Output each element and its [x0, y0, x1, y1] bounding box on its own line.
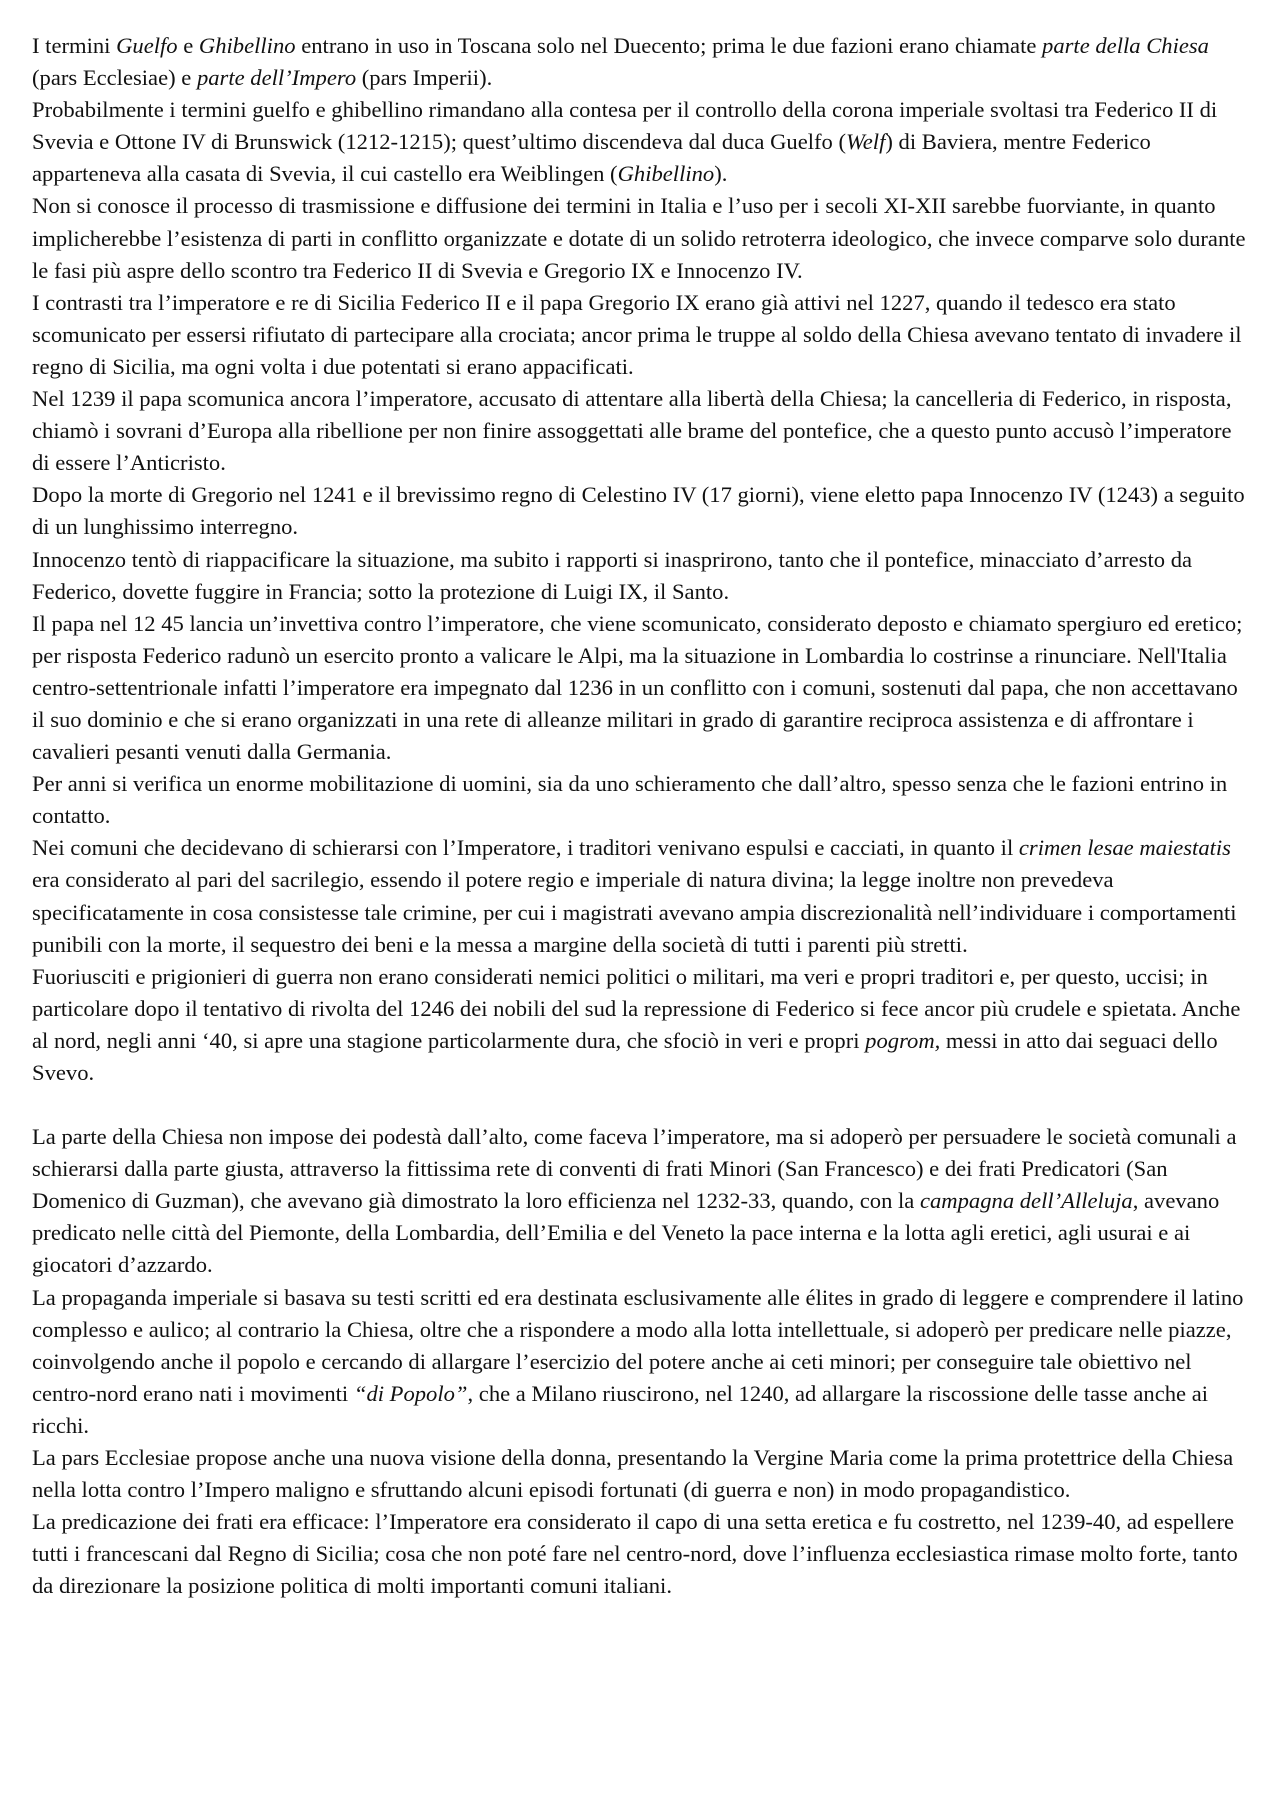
text-run: ).: [714, 161, 728, 187]
text-run: La parte della Chiesa non impose dei podestà dall’alto, come faceva l’imperatore, ma si adoperò per persuadere le società comunali a schierarsi dalla parte giusta, attraverso la fittissima rete di conventi di frati Minori (San Francesco) e dei frati Predicatori (San Domenico di Guzman), che avevano già dimostrato la loro efficienza nel 1232-33, quando, con la: [32, 1124, 1237, 1214]
paragraph: [32, 30, 1254, 94]
text-run: messi in atto dai seguaci dello Svevo.: [32, 1027, 1218, 1085]
text-run: Nei comuni che decidevano di schierarsi con l’Imperatore, i traditori venivano espulsi e cacciati, in quanto il: [32, 835, 1019, 861]
text-run: Probabilmente i termini guelfo e ghibellino rimandano alla contesa per il controllo della corona imperiale svoltasi tra Federico II di Svevia e Ottone IV di Brunswick (1212-1215); quest’ultimo discendeva dal duca Guelfo (: [32, 97, 1218, 155]
paragraph: [32, 1282, 1254, 1442]
paragraph: [32, 961, 1254, 1089]
text-run: I contrasti tra l’imperatore e re di Sicilia Federico II e il papa Gregorio IX erano già attivi nel 1227, quando il tedesco era stato scomunicato per essersi rifiutato di partecipare alla crociata; ancor prima le truppe al soldo della Chiesa avevano tentato di invadere il regno di Sicilia, ma ogni volta i due potentati si erano appacificati.: [32, 289, 1242, 379]
text-run: , avevano predicato nelle città del Piemonte, della Lombardia, dell’Emilia e del Veneto la pace interna e la lotta agli eretici, agli usurai e ai giocatori d’azzardo.: [32, 1188, 1220, 1278]
text-run: La predicazione dei frati era efficace: l’Imperatore era considerato il capo di una setta eretica e fu costretto, nel 1239-40, ad espellere tutti i francescani dal Regno di Sicilia; cosa che non poté fare nel centro-nord, dove l’influenza ecclesiastica rimase molto forte, tanto da direzionare la posizione politica di molti importanti comuni italiani.: [32, 1509, 1238, 1599]
italic-text: parte della Chiesa: [1042, 33, 1209, 58]
document-section-1: [32, 30, 1254, 1089]
paragraph: [32, 94, 1254, 190]
text-run: Nel 1239 il papa scomunica ancora l’imperatore, accusato di attentare alla libertà della Chiesa; la cancelleria di Federico, in risposta, chiamò i sovrani d’Europa alla ribellione per non finire assoggettati alle brame del pontefice, che a questo punto accusò l’imperatore di essere l’Anticristo.: [32, 386, 1232, 476]
paragraph: [32, 544, 1254, 608]
paragraph: [32, 768, 1254, 832]
italic-text: campagna dell’Alleluja: [919, 1188, 1133, 1214]
paragraph: [32, 608, 1254, 768]
paragraph: [32, 479, 1254, 543]
text-run: La pars Ecclesiae propose anche una nuova visione della donna, presentando la Vergine Maria come la prima protettrice della Chiesa nella lotta contro l’Impero maligno e sfruttando alcuni episodi fortunati (di guerra e non) in modo propagandistico.: [32, 1445, 1234, 1503]
paragraph: [32, 190, 1254, 286]
italic-text: Ghibellino: [198, 33, 296, 58]
text-run: e: [177, 33, 199, 58]
text-run: entrano in uso in Toscana solo nel Duecento; prima le due fazioni erano chiamate: [295, 33, 1043, 58]
text-run: (pars Ecclesiae) e: [32, 65, 197, 91]
italic-text: pogrom,: [865, 1027, 941, 1053]
italic-text: parte dell’Impero: [196, 65, 357, 91]
italic-text: Guelfo: [116, 33, 178, 58]
italic-text: “di Popolo”: [353, 1380, 468, 1406]
text-run: ) di Baviera, mentre Federico apparteneva alla casata di Svevia, il cui castello era Weiblingen (: [32, 129, 1151, 187]
italic-text: Welf: [846, 129, 886, 155]
paragraph: [32, 383, 1254, 479]
document-page: [32, 30, 1254, 1603]
text-run: Il papa nel 12 45 lancia un’invettiva contro l’imperatore, che viene scomunicato, considerato deposto e chiamato spergiuro ed eretico; per risposta Federico radunò un esercito pronto a valicare le Alpi, ma la situazione in Lombardia lo costrinse a rinunciare. Nell'Italia centro-settentrionale infatti l’imperatore era impegnato dal 1236 in un conflitto con i comuni, sostenuti dal papa, che non accettavano il suo dominio e che si erano organizzati in una rete di alleanze militari in grado di garantire reciproca assistenza e di affrontare i cavalieri pesanti venuti dalla Germania.: [32, 610, 1243, 765]
paragraph: [32, 832, 1254, 960]
text-run: Dopo la morte di Gregorio nel 1241 e il brevissimo regno di Celestino IV (17 giorni), viene eletto papa Innocenzo IV (1243) a seguito di un lunghissimo interregno.: [32, 482, 1245, 540]
text-run: Per anni si verifica un enorme mobilitazione di uomini, sia da uno schieramento che dall’altro, spesso senza che le fazioni entrino in contatto.: [32, 771, 1228, 829]
text-run: (pars Imperii).: [356, 65, 493, 91]
text-run: Fuoriusciti e prigionieri di guerra non erano considerati nemici politici o militari, ma veri e propri traditori e, per questo, uccisi; in particolare dopo il tentativo di rivolta del 1246 dei nobili del sud la repressione di Federico si fece ancor più crudele e spietata. Anche al nord, negli anni ‘40, si apre una stagione particolarmente dura, che sfociò in veri e propri: [32, 963, 1241, 1053]
text-run: Non si conosce il processo di trasmissione e diffusione dei termini in Italia e l’uso per i secoli XI-XII sarebbe fuorviante, in quanto implicherebbe l’esistenza di parti in conflitto organizzate e dotate di un solido retroterra ideologico, che invece comparve solo durante le fasi più aspre dello scontro tra Federico II di Svevia e Gregorio IX e Innocenzo IV.: [32, 193, 1246, 283]
text-run: , che a Milano riuscirono, nel 1240, ad allargare la riscossione delle tasse anche ai ricchi.: [32, 1380, 1209, 1438]
text-run: era considerato al pari del sacrilegio, essendo il potere regio e imperiale di natura divina; la legge inoltre non prevedeva specificatamente in cosa consistesse tale crimine, per cui i magistrati avevano ampia discrezionalità nell’individuare i comportamenti punibili con la morte, il sequestro dei beni e la messa a margine della società di tutti i parenti più stretti.: [32, 867, 1237, 957]
document-section-2: [32, 1121, 1254, 1602]
section-gap: [32, 1089, 1254, 1121]
paragraph: [32, 287, 1254, 383]
paragraph: [32, 1506, 1254, 1602]
paragraph: [32, 1121, 1254, 1281]
italic-text: crimen lesae maiestatis: [1018, 835, 1231, 861]
paragraph: [32, 1442, 1254, 1506]
text-run: Innocenzo tentò di riappacificare la situazione, ma subito i rapporti si inasprirono, tanto che il pontefice, minacciato d’arresto da Federico, dovette fuggire in Francia; sotto la protezione di Luigi IX, il Santo.: [32, 546, 1193, 604]
text-run: La propaganda imperiale si basava su testi scritti ed era destinata esclusivamente alle élites in grado di leggere e comprendere il latino complesso e aulico; al contrario la Chiesa, oltre che a rispondere a modo alla lotta intellettuale, si adoperò per predicare nelle piazze, coinvolgendo anche il popolo e cercando di allargare l’esercizio del potere anche ai ceti minori; per conseguire tale obiettivo nel centro-nord erano nati i movimenti: [32, 1284, 1244, 1406]
italic-text: Ghibellino: [617, 161, 715, 187]
text-run: I termini: [32, 33, 117, 58]
